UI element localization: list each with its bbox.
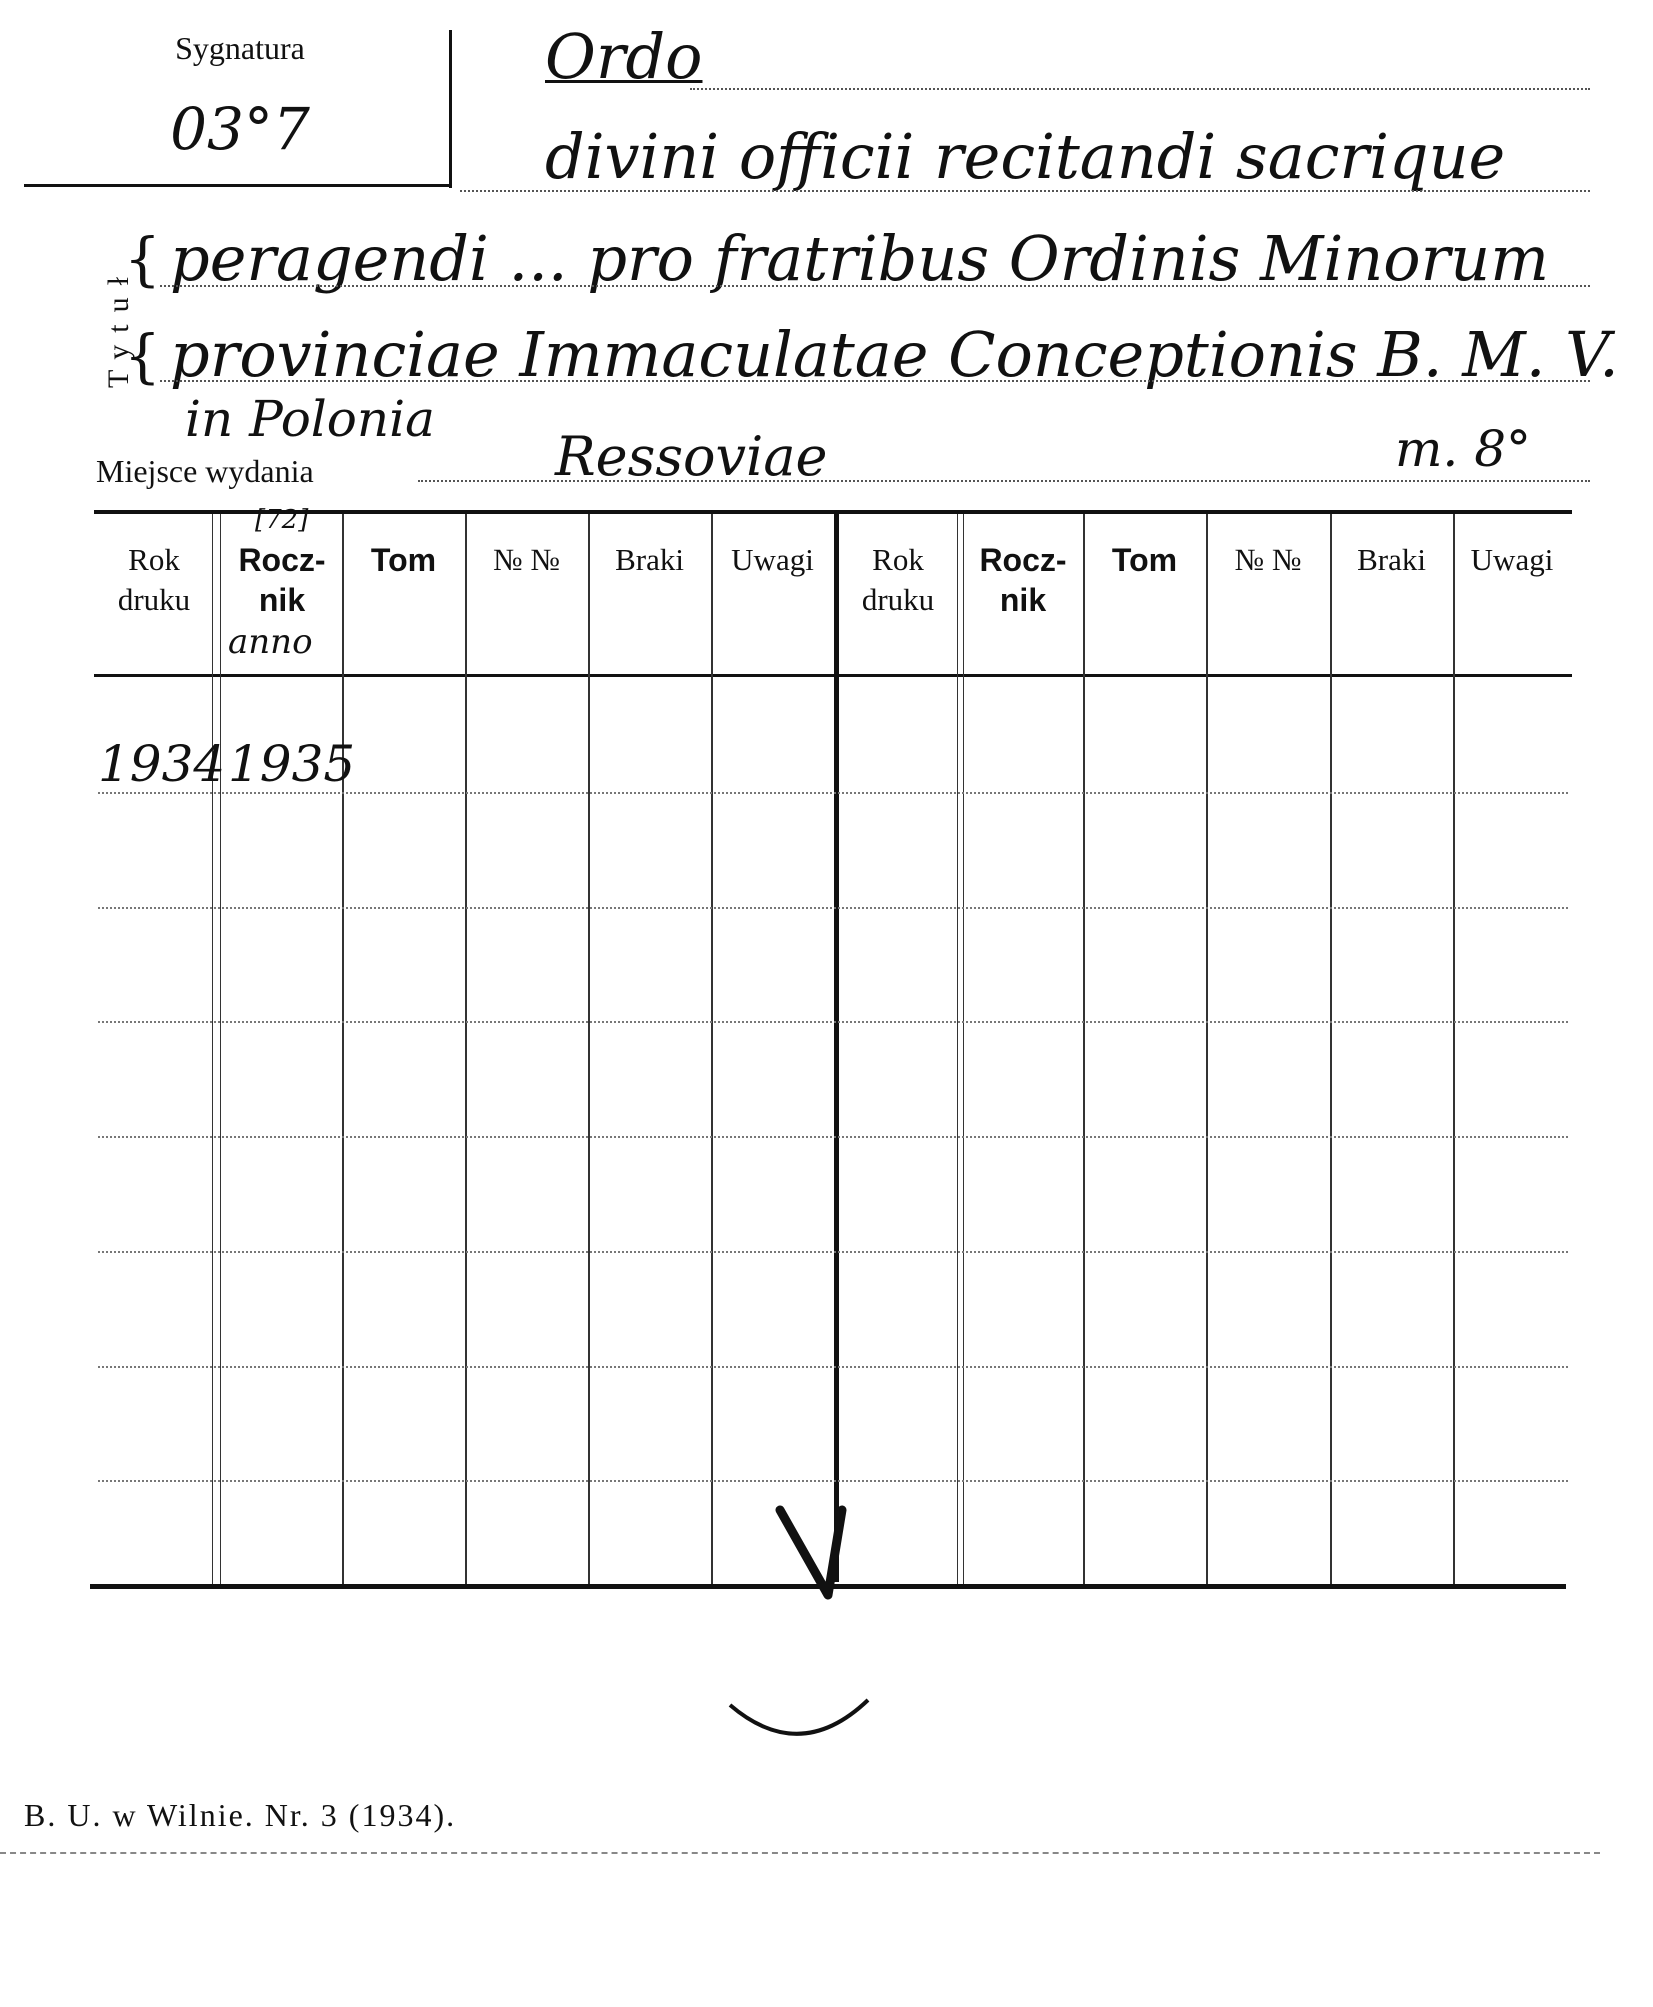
table-header-rule xyxy=(94,674,1572,677)
column-line xyxy=(220,514,221,1584)
table-top-rule xyxy=(94,510,1572,514)
header-numery: № № xyxy=(493,542,560,577)
column-line xyxy=(711,514,713,1584)
header-label: Rocz-nik xyxy=(979,542,1067,618)
cell-rocznik: 1935 xyxy=(228,735,356,793)
rocznik-extra: [72] xyxy=(255,505,309,535)
header-label: Rocz-nik xyxy=(238,542,326,618)
header-tom: Tom xyxy=(1111,542,1178,578)
header-braki: Braki xyxy=(1357,542,1426,577)
header-label: Rok druku xyxy=(117,542,191,617)
title-line-3: peragendi ... pro fratribus Ordinis Minorum xyxy=(170,222,1549,295)
title-dotted-rule xyxy=(460,190,1590,192)
signature-divider xyxy=(449,30,452,188)
title-dotted-rule xyxy=(160,285,1590,287)
header-rocznik xyxy=(222,540,342,620)
header-uwagi: Uwagi xyxy=(1470,542,1554,577)
header-rok-druku xyxy=(96,540,212,620)
column-line xyxy=(963,514,964,1584)
header-rocznik xyxy=(963,540,1083,620)
title-dotted-rule xyxy=(690,88,1590,90)
title-side-label: Tytuł xyxy=(102,265,135,388)
column-line xyxy=(588,514,590,1584)
column-line xyxy=(212,514,213,1584)
title-line-2: divini officii recitandi sacrique xyxy=(545,120,1506,193)
signature-value: 03°7 xyxy=(170,95,310,163)
header-uwagi: Uwagi xyxy=(731,542,814,577)
header-tom: Tom xyxy=(370,542,437,578)
place-label: Miejsce wydania xyxy=(96,453,314,489)
flourish-mark xyxy=(720,1690,880,1760)
column-line xyxy=(957,514,958,1584)
column-line xyxy=(465,514,467,1584)
title-line-1: Ordo xyxy=(545,20,703,93)
title-line-4: provinciae Immaculatae Conceptionis B. M. V. xyxy=(170,318,1619,391)
format-note: m. 8° xyxy=(1395,420,1532,478)
footer-imprint: B. U. w Wilnie. Nr. 3 (1934). xyxy=(24,1797,457,1833)
title-dotted-rule xyxy=(160,380,1590,382)
signature-underline xyxy=(24,184,452,187)
rocznik-note: anno xyxy=(228,622,313,662)
table-row xyxy=(98,1136,1568,1138)
table-row xyxy=(98,1251,1568,1253)
title-brace: { xyxy=(124,322,161,390)
column-line xyxy=(1206,514,1208,1584)
place-value: Ressoviae xyxy=(555,425,828,488)
title-line-5: in Polonia xyxy=(185,390,435,448)
table-row xyxy=(98,1480,1568,1482)
cell-rok-druku: 1934 xyxy=(98,735,226,793)
column-line xyxy=(1453,514,1455,1584)
center-divider xyxy=(834,514,839,1582)
header-rok-druku xyxy=(839,540,957,620)
column-line xyxy=(342,514,344,1584)
table-row xyxy=(98,1366,1568,1368)
header-braki: Braki xyxy=(615,542,684,577)
signature-label: Sygnatura xyxy=(175,30,305,66)
arrow-down-icon xyxy=(760,1490,900,1610)
footer-rule xyxy=(0,1850,1600,1854)
table-row xyxy=(98,907,1568,909)
column-line xyxy=(1330,514,1332,1584)
column-line xyxy=(1083,514,1085,1584)
title-brace: { xyxy=(124,225,161,293)
table-row xyxy=(98,1021,1568,1023)
header-label: Rok druku xyxy=(861,542,935,617)
header-numery: № № xyxy=(1234,542,1302,577)
